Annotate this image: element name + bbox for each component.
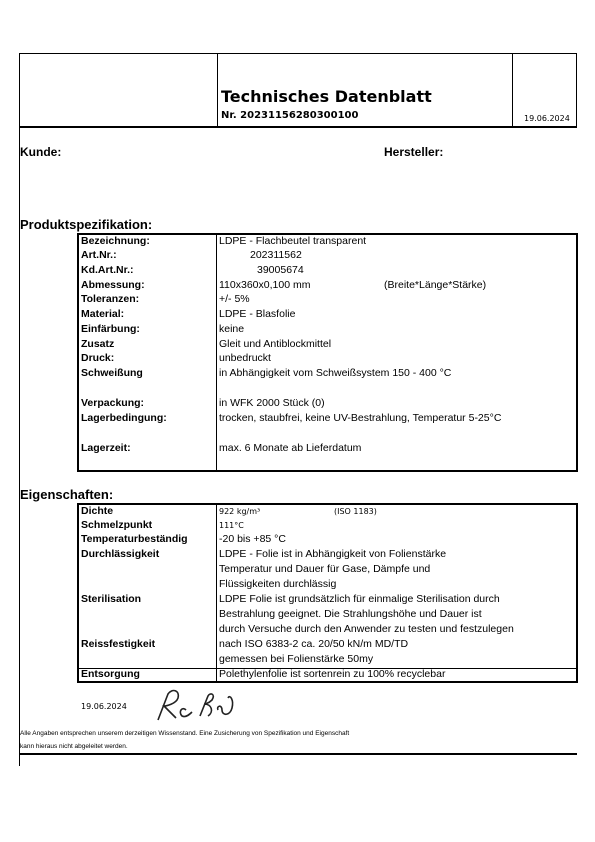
properties-col-divider [216, 503, 217, 683]
signature-date: 19.06.2024 [81, 702, 127, 711]
property-value: -20 bis +85 °C [219, 533, 286, 545]
spec-value: unbedruckt [219, 352, 271, 364]
header-divider-1 [217, 53, 218, 126]
disclaimer-line-1: Alle Angaben entsprechen unserem derzeitigen Wissenstand. Eine Zusicherung von Spezifikation und Eigenschaft [20, 730, 350, 737]
property-value: nach ISO 6383-2 ca. 20/50 kN/m MD/TD [219, 638, 409, 650]
property-value: 111°C [219, 521, 244, 530]
property-value: Flüssigkeiten durchlässig [219, 578, 337, 590]
spec-label: Material: [81, 308, 125, 320]
property-label: Durchlässigkeit [81, 548, 160, 560]
spec-label: Lagerbedingung: [81, 412, 167, 424]
customer-label: Kunde: [20, 145, 62, 159]
property-label: Schmelzpunkt [81, 519, 153, 531]
spec-value: 39005674 [257, 264, 304, 276]
header-date: 19.06.2024 [524, 114, 570, 123]
spec-value: in Abhängigkeit vom Schweißsystem 150 - 400 °C [219, 367, 452, 379]
property-label: Dichte [81, 505, 114, 517]
property-extra: (ISO 1183) [334, 507, 377, 516]
property-value: LDPE Folie ist grundsätzlich für einmalige Sterilisation durch [219, 593, 500, 605]
spec-label: Einfärbung: [81, 323, 140, 335]
spec-label: Art.Nr.: [81, 249, 117, 261]
properties-heading: Eigenschaften: [20, 487, 114, 502]
spec-value: in WFK 2000 Stück (0) [219, 397, 325, 409]
property-value: 922 kg/m³ [219, 507, 261, 516]
property-label: Entsorgung [81, 668, 140, 680]
property-value: LDPE - Folie ist in Abhängigkeit von Folienstärke [219, 548, 447, 560]
property-label: Temperaturbeständig [81, 533, 188, 545]
spec-value: keine [219, 323, 245, 335]
manufacturer-label: Hersteller: [384, 145, 444, 159]
header-divider-2 [512, 53, 513, 126]
spec-extra: (Breite*Länge*Stärke) [384, 279, 487, 291]
spec-label: Verpackung: [81, 397, 145, 409]
spec-value: 202311562 [250, 249, 302, 261]
property-label: Sterilisation [81, 593, 142, 605]
spec-value: LDPE - Flachbeutel transparent [219, 235, 367, 247]
spec-value: trocken, staubfrei, keine UV-Bestrahlung, Temperatur 5-25°C [219, 412, 502, 424]
property-value: Temperatur und Dauer für Gase, Dämpfe und [219, 563, 431, 575]
product-spec-table [77, 233, 578, 472]
spec-label: Zusatz [81, 338, 115, 350]
spec-value: LDPE - Blasfolie [219, 308, 296, 320]
spec-label: Schweißung [81, 367, 143, 379]
spec-value: 110x360x0,100 mm [219, 279, 311, 291]
property-value: Polethylenfolie ist sortenrein zu 100% recyclebar [219, 668, 446, 680]
property-value: durch Versuche durch den Anwender zu testen und festzulegen [219, 623, 514, 635]
property-value: Bestrahlung geeignet. Die Strahlungshöhe und Dauer ist [219, 608, 482, 620]
spec-value: Gleit und Antiblockmittel [219, 338, 332, 350]
spec-label: Bezeichnung: [81, 235, 150, 247]
footer-rule [19, 753, 577, 755]
property-value: gemessen bei Folienstärke 50my [219, 653, 374, 665]
spec-label: Abmessung: [81, 279, 145, 291]
document-title: Technisches Datenblatt [221, 87, 432, 106]
product-spec-col-divider [216, 233, 217, 472]
spec-value: max. 6 Monate ab Lieferdatum [219, 442, 362, 454]
document-number: Nr. 20231156280300100 [221, 110, 359, 121]
spec-label: Druck: [81, 352, 115, 364]
property-label: Reissfestigkeit [81, 638, 156, 650]
left-margin-rule [19, 126, 20, 766]
header-bottom-rule [19, 126, 577, 128]
spec-label: Toleranzen: [81, 293, 140, 305]
spec-label: Kd.Art.Nr.: [81, 264, 134, 276]
disclaimer-line-2: kann hieraus nicht abgeleitet werden. [20, 743, 128, 750]
spec-label: Lagerzeit: [81, 442, 131, 454]
signature [150, 686, 260, 726]
product-spec-heading: Produktspezifikation: [20, 217, 153, 232]
spec-value: +/- 5% [219, 293, 250, 305]
